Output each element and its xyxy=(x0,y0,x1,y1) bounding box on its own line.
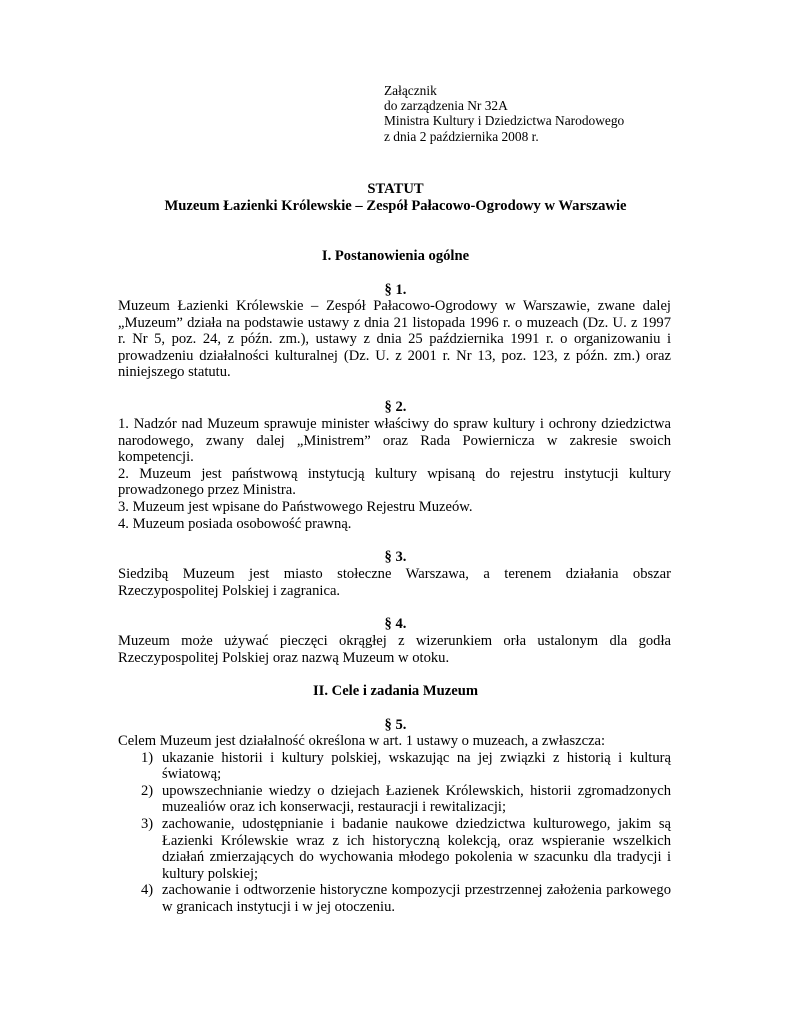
paragraph-2 xyxy=(118,416,671,532)
paragraph-mark: § 4. xyxy=(384,616,407,632)
chapter-heading: I. Postanowienia ogólne xyxy=(321,248,470,264)
paragraph-text: Muzeum Łazienki Królewskie – Zespół Pałacowo-Ogrodowy w Warszawie, zwane dalej „Muzeum” działa na podstawie ustawy z dnia 21 listopada 1996 r. o muzeach (Dz. U. z 1997 r. Nr 5, poz. 24, z późn. zm.), ustawy z dnia 25 października 1991 r. o organizowaniu i prowadzeniu działalności kulturalnej (Dz. U. z 2001 r. Nr 13, poz. 123, z późn. zm.) oraz niniejszego statutu. xyxy=(118,298,671,381)
list-text: upowszechnianie wiedzy o dziejach Łazienek Królewskich, historii zgromadzonych muzealiów oraz ich konserwacji, restauracji i rewitalizacji; xyxy=(162,782,671,816)
goals-list xyxy=(118,750,671,916)
paragraph-item: 2. Muzeum jest państwową instytucją kultury wpisaną do rejestru instytucji kultury prowadzonego przez Ministra. xyxy=(118,465,671,499)
paragraph-mark: § 5. xyxy=(384,717,407,733)
annex-line: z dnia 2 października 2008 r. xyxy=(384,128,539,144)
paragraph-mark: § 1. xyxy=(384,282,407,298)
paragraph-item: 3. Muzeum jest wpisane do Państwowego Rejestru Muzeów. xyxy=(118,498,473,515)
paragraph-text: Muzeum może używać pieczęci okrągłej z wizerunkiem orła ustalonym dla godła Rzeczypospolitej Polskiej oraz nazwą Muzeum w otoku. xyxy=(118,633,671,666)
list-text: ukazanie historii i kultury polskiej, wskazując na jej związki z historią i kulturą światową; xyxy=(162,749,671,783)
annex-line: Załącznik xyxy=(384,83,437,98)
list-item xyxy=(118,816,671,882)
annex-note xyxy=(384,83,624,144)
list-text: zachowanie i odtworzenie historyczne kompozycji przestrzennej założenia parkowego w granicach instytucji i w jej otoczeniu. xyxy=(162,882,671,915)
list-item xyxy=(118,882,671,915)
document-subtitle: Muzeum Łazienki Królewskie – Zespół Pałacowo-Ogrodowy w Warszawie xyxy=(164,198,627,214)
paragraph-5 xyxy=(118,733,671,916)
paragraph-item: 1. Nadzór nad Muzeum sprawuje minister właściwy do spraw kultury i ochrony dziedzictwa narodowego, zwany dalej „Ministrem” oraz Rada Powiernicza w zakresie swoich kompetencji. xyxy=(118,416,671,466)
list-item xyxy=(118,750,671,783)
paragraph-4 xyxy=(118,633,671,666)
annex-line: Ministra Kultury i Dziedzictwa Narodowego xyxy=(384,113,625,129)
list-number: 3) xyxy=(141,815,154,832)
paragraph-intro: Celem Muzeum jest działalność określona w art. 1 ustawy o muzeach, a zwłaszcza: xyxy=(118,733,606,749)
paragraph-item: 4. Muzeum posiada osobowość prawną. xyxy=(118,515,352,532)
list-item xyxy=(118,783,671,816)
list-number: 1) xyxy=(141,749,154,766)
document-title: STATUT xyxy=(367,181,424,197)
paragraph-3 xyxy=(118,566,671,599)
chapter-heading: II. Cele i zadania Muzeum xyxy=(313,683,478,699)
annex-line: do zarządzenia Nr 32A xyxy=(384,98,508,114)
paragraph-1 xyxy=(118,298,671,381)
list-text: zachowanie, udostępnianie i badanie naukowe dziedzictwa kulturowego, jakim są Łazienki Królewskie wraz z ich historyczną kolekcją, oraz wspieranie wszelkich działań zmierzających do wychowania młodego pokolenia w szacunku dla tradycji i kultury polskiej; xyxy=(162,815,671,882)
paragraph-mark: § 2. xyxy=(384,399,407,415)
paragraph-mark: § 3. xyxy=(384,549,407,565)
list-number: 2) xyxy=(141,782,154,799)
paragraph-text: Siedzibą Muzeum jest miasto stołeczne Warszawa, a terenem działania obszar Rzeczypospolitej Polskiej i zagranica. xyxy=(118,566,671,599)
list-number: 4) xyxy=(141,882,154,899)
